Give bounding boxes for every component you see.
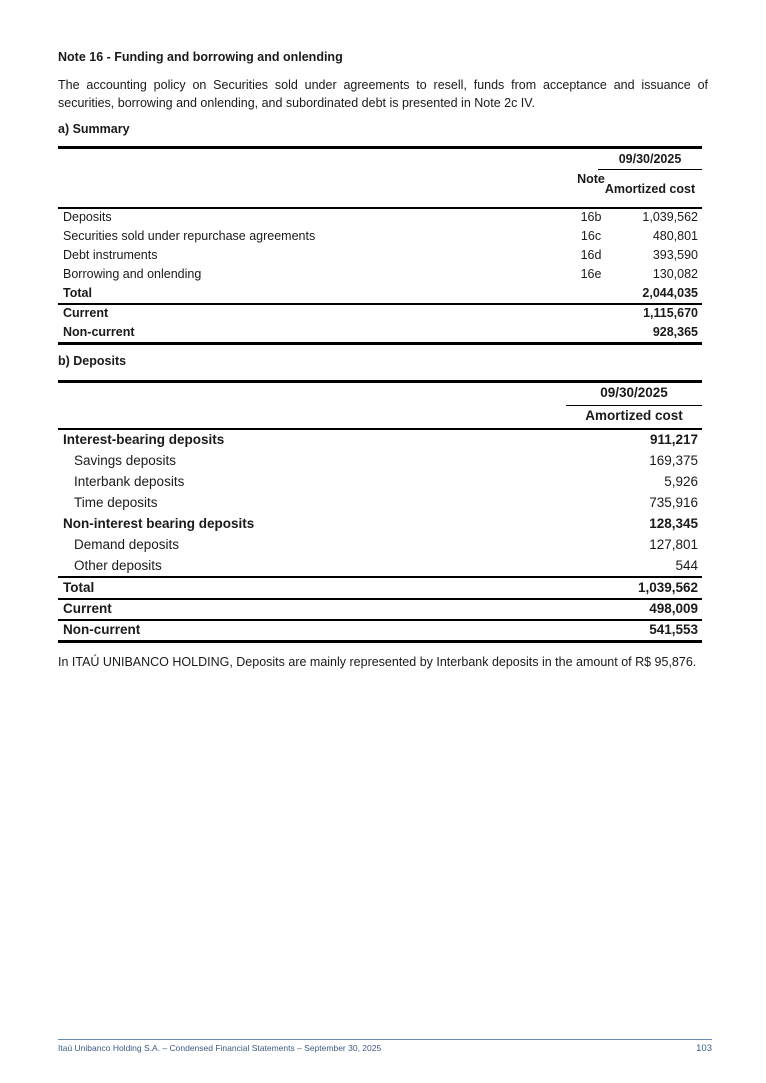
table-row [58, 513, 702, 534]
row-value: 1,039,562 [642, 210, 698, 224]
footer-divider [58, 1039, 712, 1040]
table-row [58, 208, 702, 227]
row-label: Debt instruments [63, 248, 158, 262]
row-value: 911,217 [649, 432, 698, 447]
row-label: Demand deposits [74, 537, 180, 552]
row-note: 16e [580, 267, 602, 281]
table-row [58, 492, 702, 513]
row-value: 127,801 [649, 537, 698, 552]
row-label: Securities sold under repurchase agreements [63, 229, 316, 243]
row-value: 169,375 [649, 453, 698, 468]
current-value: 498,009 [649, 601, 698, 616]
table-row [58, 246, 702, 265]
summary-table [58, 146, 702, 346]
non-current-label: Non-current [63, 622, 141, 637]
current-label: Current [63, 306, 109, 320]
non-current-row [58, 619, 702, 640]
deposits-heading: b) Deposits [58, 354, 127, 368]
row-value: 735,916 [649, 495, 698, 510]
table-row [58, 429, 702, 450]
deposits-table [58, 380, 702, 645]
summary-date-header: 09/30/2025 [618, 152, 682, 166]
deposits-cost-header: Amortized cost [585, 408, 683, 423]
row-value: 128,345 [649, 516, 698, 531]
table-row [58, 534, 702, 555]
non-current-label: Non-current [63, 325, 135, 339]
current-row [58, 304, 702, 323]
row-note: 16c [580, 229, 602, 243]
summary-note-header: Note [577, 172, 605, 186]
current-row [58, 598, 702, 619]
total-row [58, 284, 702, 303]
row-value: 130,082 [652, 267, 698, 281]
row-note: 16b [580, 210, 602, 224]
summary-heading: a) Summary [58, 122, 130, 136]
row-value: 480,801 [652, 229, 698, 243]
row-value: 544 [675, 558, 698, 573]
row-value: 5,926 [664, 474, 698, 489]
table-row [58, 555, 702, 576]
total-value: 1,039,562 [637, 580, 698, 595]
intro-paragraph: The accounting policy on Securities sold under agreements to resell, funds from acceptance and issuance of securities, borrowing and onlending, and subordinated debt is presented in Note 2c IV. [58, 78, 708, 110]
row-label: Deposits [63, 210, 112, 224]
note-title: Note 16 - Funding and borrowing and onlending [58, 50, 343, 64]
row-label: Savings deposits [74, 453, 177, 468]
total-label: Total [63, 580, 95, 595]
row-label: Non-interest bearing deposits [63, 516, 255, 531]
table-row [58, 471, 702, 492]
footnote: In ITAÚ UNIBANCO HOLDING, Deposits are mainly represented by Interbank deposits in the amount of R$ 95,876. [58, 655, 697, 669]
page-number: 103 [696, 1043, 712, 1054]
total-label: Total [63, 286, 92, 300]
row-label: Interest-bearing deposits [63, 432, 225, 447]
table-row [58, 227, 702, 246]
current-value: 1,115,670 [643, 306, 698, 320]
deposits-date-header: 09/30/2025 [600, 385, 668, 400]
non-current-value: 928,365 [652, 325, 698, 339]
total-row [58, 577, 702, 598]
table-row [58, 265, 702, 284]
footer-text: Itaú Unibanco Holding S.A. – Condensed Financial Statements – September 30, 2025 [58, 1043, 382, 1053]
row-label: Time deposits [74, 495, 158, 510]
row-label: Other deposits [74, 558, 162, 573]
row-note: 16d [580, 248, 602, 262]
row-label: Interbank deposits [74, 474, 185, 489]
non-current-row [58, 323, 702, 342]
row-label: Borrowing and onlending [63, 267, 202, 281]
row-value: 393,590 [652, 248, 698, 262]
total-value: 2,044,035 [642, 286, 698, 300]
table-row [58, 450, 702, 471]
summary-cost-header: Amortized cost [604, 182, 696, 196]
current-label: Current [63, 601, 112, 616]
non-current-value: 541,553 [649, 622, 698, 637]
